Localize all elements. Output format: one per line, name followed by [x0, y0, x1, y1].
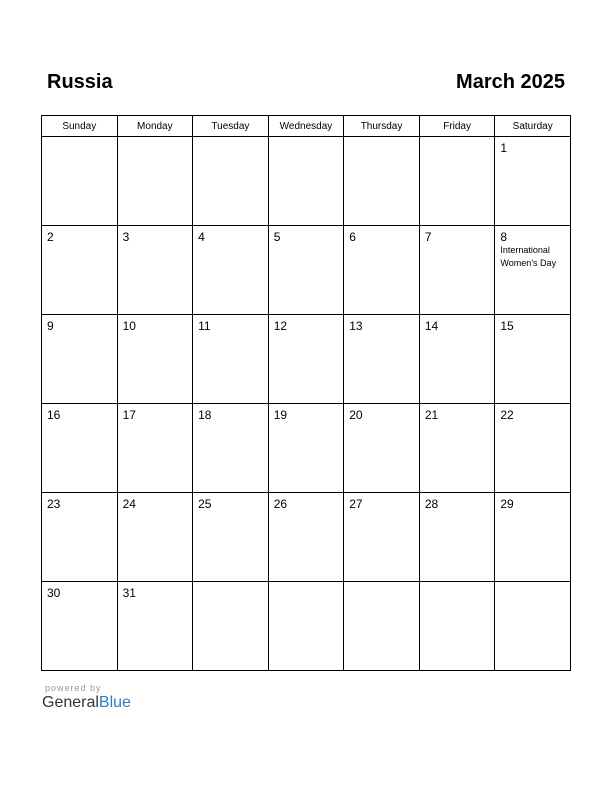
weekday-header: Friday [419, 116, 495, 137]
empty-day-cell [193, 137, 269, 226]
empty-day-cell [268, 137, 344, 226]
day-number: 25 [198, 497, 212, 511]
day-number: 8 [500, 230, 508, 244]
week-row [42, 404, 571, 493]
day-cell [495, 493, 571, 582]
powered-by-text: powered by [45, 683, 102, 693]
weekday-header: Sunday [42, 116, 118, 137]
day-number: 14 [424, 319, 439, 333]
weekday-header: Thursday [344, 116, 420, 137]
day-number: 13 [349, 319, 363, 333]
day-number: 4 [198, 230, 205, 244]
day-number: 17 [122, 408, 136, 422]
day-cell [419, 315, 495, 404]
day-cell [42, 315, 118, 404]
empty-day-cell [268, 582, 344, 671]
weekday-header-row [42, 116, 571, 137]
brand-general: General [42, 694, 99, 711]
day-cell [495, 315, 571, 404]
day-number: 7 [424, 230, 432, 244]
day-number: 18 [198, 408, 212, 422]
empty-day-cell [344, 137, 420, 226]
day-cell [193, 404, 269, 493]
empty-day-cell [419, 582, 495, 671]
day-number: 24 [122, 497, 136, 511]
day-cell [495, 137, 571, 226]
week-row [42, 493, 571, 582]
weekday-header: Monday [117, 116, 193, 137]
week-row [42, 137, 571, 226]
day-number: 31 [122, 586, 136, 600]
day-number: 30 [47, 586, 61, 600]
day-number: 3 [122, 230, 130, 244]
empty-day-cell [419, 137, 495, 226]
day-cell [268, 404, 344, 493]
day-number: 15 [500, 319, 514, 333]
day-cell [419, 404, 495, 493]
day-cell [193, 226, 269, 315]
day-cell [117, 493, 193, 582]
day-cell [268, 493, 344, 582]
calendar-grid [41, 115, 571, 671]
day-number: 21 [424, 408, 439, 422]
generalblue-logo[interactable] [42, 694, 131, 712]
month-title: March 2025 [456, 71, 565, 93]
day-cell [495, 226, 571, 315]
day-number: 1 [500, 141, 508, 155]
week-row [42, 582, 571, 671]
empty-day-cell [42, 137, 118, 226]
empty-day-cell [193, 582, 269, 671]
day-cell [344, 226, 420, 315]
day-number: 29 [500, 497, 514, 511]
day-number: 20 [349, 408, 363, 422]
day-cell [268, 226, 344, 315]
day-cell [344, 315, 420, 404]
day-cell [117, 226, 193, 315]
day-cell [42, 493, 118, 582]
day-cell [42, 582, 118, 671]
day-number: 12 [273, 319, 288, 333]
day-number: 23 [47, 497, 61, 511]
brand-blue: Blue [98, 694, 131, 711]
day-number: 2 [47, 230, 54, 244]
day-cell [117, 582, 193, 671]
day-number: 26 [273, 497, 288, 511]
day-cell [193, 493, 269, 582]
day-number: 9 [47, 319, 54, 333]
weekday-header: Wednesday [268, 116, 344, 137]
day-cell [419, 226, 495, 315]
country-title: Russia [47, 71, 113, 93]
day-cell [42, 404, 118, 493]
day-number: 19 [273, 408, 288, 422]
day-cell [344, 493, 420, 582]
day-cell [419, 493, 495, 582]
day-number: 28 [424, 497, 439, 511]
day-number: 11 [198, 319, 211, 333]
empty-day-cell [117, 137, 193, 226]
day-number: 27 [349, 497, 363, 511]
day-cell [42, 226, 118, 315]
weekday-header: Tuesday [193, 116, 269, 137]
day-cell [117, 404, 193, 493]
week-row [42, 226, 571, 315]
empty-day-cell [495, 582, 571, 671]
day-number: 10 [122, 319, 136, 333]
day-number: 22 [500, 408, 514, 422]
day-cell [344, 404, 420, 493]
day-number: 16 [47, 408, 61, 422]
week-row [42, 315, 571, 404]
day-cell [268, 315, 344, 404]
holiday-label: International Women’s Day [500, 245, 557, 268]
day-number: 5 [273, 230, 281, 244]
empty-day-cell [344, 582, 420, 671]
day-number: 6 [349, 230, 356, 244]
calendar-body [42, 137, 571, 671]
day-cell [193, 315, 269, 404]
day-cell [495, 404, 571, 493]
day-cell [117, 315, 193, 404]
weekday-header: Saturday [495, 116, 571, 137]
